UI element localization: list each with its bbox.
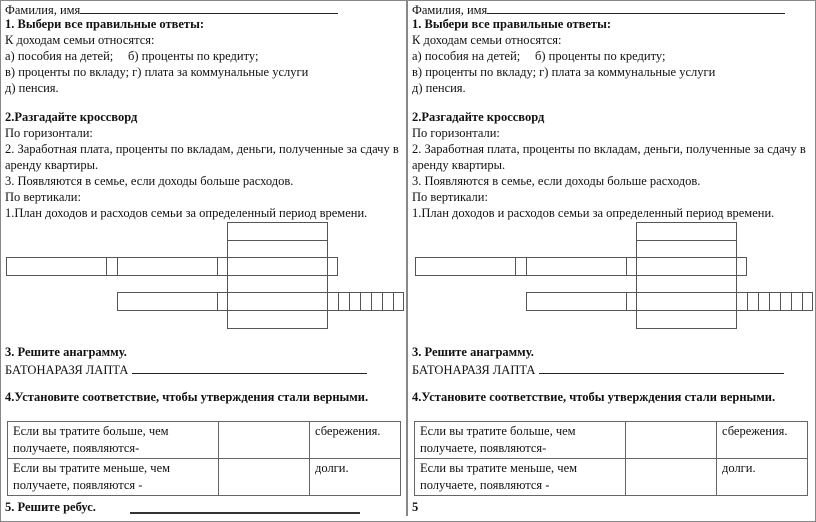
- q1-title: 1. Выбери все правильные ответы:: [412, 17, 611, 31]
- q1-prompt: К доходам семьи относятся:: [5, 33, 155, 47]
- name-label: Фамилия, имя: [412, 3, 488, 17]
- crossword-cell-divider: [636, 240, 737, 241]
- crossword-cell-divider: [626, 257, 627, 276]
- name-label: Фамилия, имя: [5, 3, 81, 17]
- answer-cell[interactable]: [626, 459, 717, 496]
- q5-answer-line[interactable]: [130, 512, 360, 514]
- answer-cell[interactable]: [219, 459, 310, 496]
- table-row: [8, 422, 401, 459]
- q2-title: 2.Разгадайте кроссворд: [412, 110, 545, 124]
- option-cell: сбережения.: [310, 422, 401, 459]
- q3-title: 3. Решите анаграмму.: [5, 345, 127, 359]
- table-row: [415, 422, 808, 459]
- crossword-cell-divider: [747, 292, 748, 311]
- crossword-cell-divider: [393, 292, 394, 311]
- option-cell: долги.: [310, 459, 401, 496]
- q1-option-b[interactable]: б) проценты по кредиту;: [535, 49, 666, 63]
- q2-h3: 3. Появляются в семье, если доходы больше расходов.: [412, 174, 701, 188]
- q1-option-a[interactable]: а) пособия на детей;: [412, 49, 521, 63]
- crossword-cell-divider: [217, 292, 218, 311]
- crossword-cell-divider: [371, 292, 372, 311]
- q4-title: 4.Установите соответствие, чтобы утверждения стали верными.: [5, 390, 369, 404]
- q3-anagram-row: [412, 361, 784, 378]
- crossword-cell-divider: [327, 257, 328, 276]
- q2-h2-line1: 2. Заработная плата, проценты по вкладам, деньги, полученные за сдачу в: [412, 142, 806, 156]
- crossword-cell-divider: [802, 292, 803, 311]
- crossword-cell-divider: [327, 292, 328, 311]
- q2-h2-line1: 2. Заработная плата, проценты по вкладам, деньги, полученные за сдачу в: [5, 142, 399, 156]
- crossword-cell-divider: [515, 257, 516, 276]
- q2-title: 2.Разгадайте кроссворд: [5, 110, 138, 124]
- crossword-cell-divider: [626, 292, 627, 311]
- crossword-cell-divider: [791, 292, 792, 311]
- option-cell: сбережения.: [717, 422, 808, 459]
- statement-cell: Если вы тратите больше, чем получаете, появляются-: [8, 422, 219, 459]
- q2-h3: 3. Появляются в семье, если доходы больше расходов.: [5, 174, 294, 188]
- q2-horizontal-label: По горизонтали:: [5, 126, 93, 140]
- q2-vertical-label: По вертикали:: [412, 190, 488, 204]
- table-row: [8, 459, 401, 496]
- column-divider: [406, 0, 408, 516]
- answer-cell[interactable]: [626, 422, 717, 459]
- q1-prompt: К доходам семьи относятся:: [412, 33, 562, 47]
- q1-option-d[interactable]: д) пенсия.: [412, 81, 466, 95]
- q4-matching-table: [7, 421, 401, 496]
- q2-h2-line2: аренду квартиры.: [412, 158, 506, 172]
- worksheet-left: [5, 0, 405, 516]
- crossword-cell-divider: [217, 257, 218, 276]
- q2-h2-line2: аренду квартиры.: [5, 158, 99, 172]
- crossword-cell-divider: [227, 240, 328, 241]
- q5-title: 5: [412, 500, 419, 514]
- q3-answer-line[interactable]: [539, 361, 784, 374]
- q3-title: 3. Решите анаграмму.: [412, 345, 534, 359]
- name-input-line[interactable]: [80, 1, 338, 14]
- q4-matching-table: [414, 421, 808, 496]
- crossword-cell-divider: [736, 257, 737, 276]
- q1-options-v-g[interactable]: в) проценты по вкладу; г) плата за коммунальные услуги: [5, 65, 309, 79]
- crossword-horizontal-word-2[interactable]: [6, 257, 338, 276]
- crossword-cell-divider: [780, 292, 781, 311]
- name-row: [412, 1, 785, 18]
- crossword-cell-divider: [106, 257, 107, 276]
- q2-horizontal-label: По горизонтали:: [412, 126, 500, 140]
- worksheet-right: [412, 0, 812, 516]
- table-row: [415, 459, 808, 496]
- q1-option-b[interactable]: б) проценты по кредиту;: [128, 49, 259, 63]
- crossword-cell-divider: [526, 257, 527, 276]
- crossword-cell-divider: [382, 292, 383, 311]
- statement-cell: Если вы тратите меньше, чем получаете, появляются -: [415, 459, 626, 496]
- crossword-cell-divider: [117, 257, 118, 276]
- q5-title: 5. Решите ребус.: [5, 500, 96, 514]
- statement-cell: Если вы тратите больше, чем получаете, появляются-: [415, 422, 626, 459]
- crossword-cell-divider: [349, 292, 350, 311]
- name-row: [5, 1, 338, 18]
- crossword-cell-divider: [736, 292, 737, 311]
- crossword-cell-divider: [360, 292, 361, 311]
- q2-v1: 1.План доходов и расходов семьи за определенный период времени.: [412, 206, 775, 220]
- q3-anagram: БАТОНАРАЗЯ ЛАПТА: [5, 363, 129, 377]
- q3-anagram: БАТОНАРАЗЯ ЛАПТА: [412, 363, 536, 377]
- q3-answer-line[interactable]: [132, 361, 367, 374]
- q1-option-a[interactable]: а) пособия на детей;: [5, 49, 114, 63]
- q2-vertical-label: По вертикали:: [5, 190, 81, 204]
- crossword-cell-divider: [769, 292, 770, 311]
- q1-option-d[interactable]: д) пенсия.: [5, 81, 59, 95]
- name-input-line[interactable]: [487, 1, 785, 14]
- crossword-cell-divider: [338, 292, 339, 311]
- answer-cell[interactable]: [219, 422, 310, 459]
- q4-title: 4.Установите соответствие, чтобы утверждения стали верными.: [412, 390, 776, 404]
- statement-cell: Если вы тратите меньше, чем получаете, появляются -: [8, 459, 219, 496]
- crossword-horizontal-word-2[interactable]: [415, 257, 747, 276]
- crossword-cell-divider: [758, 292, 759, 311]
- q1-options-v-g[interactable]: в) проценты по вкладу; г) плата за коммунальные услуги: [412, 65, 716, 79]
- q3-anagram-row: [5, 361, 367, 378]
- q2-v1: 1.План доходов и расходов семьи за определенный период времени.: [5, 206, 368, 220]
- q1-title: 1. Выбери все правильные ответы:: [5, 17, 204, 31]
- option-cell: долги.: [717, 459, 808, 496]
